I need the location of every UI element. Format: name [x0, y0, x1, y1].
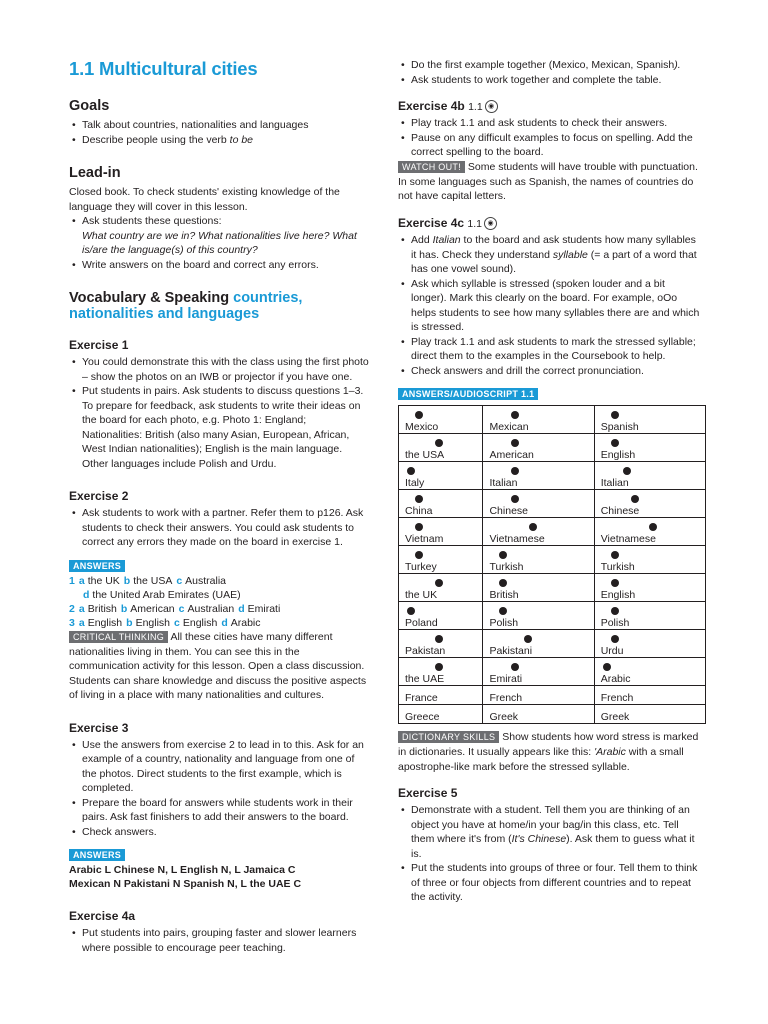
table-cell: Vietnam [399, 518, 483, 546]
table-cell: Pakistani [483, 630, 594, 658]
table-cell: Turkish [483, 546, 594, 574]
table-cell: Vietnamese [483, 518, 594, 546]
table-row [399, 490, 706, 518]
watch-out-tag: WATCH OUT! [398, 161, 465, 173]
table-cell: Arabic [594, 658, 705, 686]
critical-thinking: CRITICAL THINKING All these cities have many different nationalities living in them. You can see this in the communication activity for this lesson. Open a class discussion. Students can share knowledge and discuss the positive aspects of living in a place with many nationalities and cultures. [69, 630, 367, 701]
answers-tag: ANSWERS [69, 849, 125, 861]
list-item: • Demonstrate with a student. Tell them you are thinking of an object you have at home/in your bag/in this class, etc. Tell them where it's from (It's Chinese). Ask them to guess what it is. [411, 803, 703, 861]
list-item: • Ask students these questions: What country are we in? What nationalities live here? What is/are the language(s) of this country? [82, 214, 369, 258]
table-row [399, 630, 706, 658]
audio-icon: ◉ [485, 100, 498, 113]
list-item: • Do the first example together (Mexico, Mexican, Spanish). [411, 58, 703, 73]
stress-dot-icon [415, 523, 423, 531]
table-cell: China [399, 490, 483, 518]
dictionary-skills: DICTIONARY SKILLS Show students how word stress is marked in dictionaries. It usually appears like this: 'Arabic with a small apostrophe-like mark before the stressed syllable. [398, 731, 699, 773]
list-item: • Write answers on the board and correct any errors. [82, 258, 369, 273]
stress-dot-icon [603, 663, 611, 671]
stress-dot-icon [611, 439, 619, 447]
table-cell: Polish [483, 602, 594, 630]
table-cell: Greek [483, 705, 594, 724]
table-row [399, 518, 706, 546]
stress-dot-icon [499, 607, 507, 615]
list-item: • Play track 1.1 and ask students to check their answers. [411, 116, 703, 131]
stress-dot-icon [611, 551, 619, 559]
table-row [399, 658, 706, 686]
stress-dot-icon [435, 635, 443, 643]
stress-dot-icon [435, 663, 443, 671]
table-cell: Mexican [483, 406, 594, 434]
table-row [399, 602, 706, 630]
table-row [399, 462, 706, 490]
exercise-2-answers: 1 a the UK b the USA c Australia d the United Arab Emirates (UAE) 2 a British b American c Australian d Emirati 3 a English b English c English d Arabic [69, 574, 281, 629]
table-cell: Urdu [594, 630, 705, 658]
table-cell: English [594, 434, 705, 462]
table-cell: Greece [399, 705, 483, 724]
table-cell: Turkish [594, 546, 705, 574]
list-item: • Add Italian to the board and ask students how many syllables it has. Check they understand syllable (= a part of a word that has one vowel sound). [411, 233, 703, 277]
stress-dot-icon [499, 579, 507, 587]
table-cell: Italian [594, 462, 705, 490]
list-item: • Describe people using the verb to be [82, 133, 369, 148]
table-cell: Pakistan [399, 630, 483, 658]
list-item: • Put the students into groups of three or four. Tell them to think of three or four objects from different countries and to repeat the activity. [411, 861, 703, 905]
table-cell: Greek [594, 705, 705, 724]
exercise-3-answers: Arabic L Chinese N, L English N, L Jamaica C Mexican N Pakistani N Spanish N, L the UAE C [69, 864, 302, 890]
table-cell: English [594, 574, 705, 602]
stress-dot-icon [435, 439, 443, 447]
leadin-heading: Lead-in [69, 165, 121, 181]
list-item: • Check answers. [82, 825, 369, 840]
stress-dot-icon [511, 495, 519, 503]
table-row [399, 434, 706, 462]
stress-dot-icon [511, 439, 519, 447]
table-cell: Emirati [483, 658, 594, 686]
table-cell: France [399, 686, 483, 705]
stress-dot-icon [623, 467, 631, 475]
table-cell: American [483, 434, 594, 462]
table-cell: Polish [594, 602, 705, 630]
list-item: • Ask which syllable is stressed (spoken louder and a bit longer). Mark this clearly on the board. For example, oOo helps students to see how many syllables there are and which is stressed. [411, 277, 703, 335]
list-item: • Prepare the board for answers while students work in their pairs. Ask fast finishers to add their answers to the board. [82, 796, 369, 825]
stress-dot-icon [415, 495, 423, 503]
stress-dot-icon [529, 523, 537, 531]
stress-dot-icon [649, 523, 657, 531]
table-cell: Vietnamese [594, 518, 705, 546]
table-cell: Turkey [399, 546, 483, 574]
vocab-heading: Vocabulary & Speaking countries, nationalities and languages [69, 290, 303, 322]
stress-dot-icon [415, 551, 423, 559]
goals-heading: Goals [69, 98, 110, 114]
exercise-1-heading: Exercise 1 [69, 338, 129, 352]
stress-dot-icon [499, 551, 507, 559]
table-cell: Poland [399, 602, 483, 630]
table-cell: British [483, 574, 594, 602]
list-item: • You could demonstrate this with the class using the first photo – show the photos on an IWB or projector if you have one. [82, 355, 369, 384]
list-item: • Put students in pairs. Ask students to discuss questions 1–3. To prepare for feedback, ask students to write their ideas on the board for each photo, e.g. Photo 1: England; Nationalities: British (also many Asian, European, African, West Indian nationalities); English is the main language. Other languages include Polish and Urdu. [82, 384, 369, 471]
audio-icon: ◉ [484, 217, 497, 230]
table-cell: the USA [399, 434, 483, 462]
answers-tag: ANSWERS [69, 560, 125, 572]
goals-list [69, 118, 369, 147]
exercise-5-heading: Exercise 5 [398, 786, 458, 801]
table-cell: Chinese [594, 490, 705, 518]
table-cell: Spanish [594, 406, 705, 434]
stress-dot-icon [511, 663, 519, 671]
table-row [399, 686, 706, 705]
table-cell: Italy [399, 462, 483, 490]
exercise-4b-heading: Exercise 4b 1.1 ◉ [398, 99, 703, 113]
table-cell: Italian [483, 462, 594, 490]
table-cell: the UAE [399, 658, 483, 686]
exercise-4c-heading: Exercise 4c 1.1 ◉ [398, 216, 703, 230]
stress-dot-icon [611, 411, 619, 419]
stress-dot-icon [407, 607, 415, 615]
left-column [69, 58, 369, 955]
page-title: 1.1 Multicultural cities [69, 58, 258, 79]
list-item: • Put students into pairs, grouping faster and slower learners where possible to encourage peer teaching. [82, 926, 369, 955]
stress-dot-icon [511, 467, 519, 475]
stress-dot-icon [415, 411, 423, 419]
stress-dot-icon [511, 411, 519, 419]
leadin-intro: Closed book. To check students' existing knowledge of the language they will cover in this lesson. [69, 186, 340, 213]
table-row [399, 574, 706, 602]
table-cell: Mexico [399, 406, 483, 434]
stress-dot-icon [435, 579, 443, 587]
table-cell: Chinese [483, 490, 594, 518]
table-row [399, 406, 706, 434]
stress-dot-icon [407, 467, 415, 475]
stress-dot-icon [611, 579, 619, 587]
list-item: • Play track 1.1 and ask students to mark the stressed syllable; direct them to the examples in the Coursebook to help. [411, 335, 703, 364]
table-cell: French [594, 686, 705, 705]
critical-thinking-tag: CRITICAL THINKING [69, 631, 168, 643]
table-row [399, 705, 706, 724]
dictionary-skills-tag: DICTIONARY SKILLS [398, 731, 499, 743]
watch-out: WATCH OUT! Some students will have trouble with punctuation. In some languages such as Spanish, the names of countries do not have capital letters. [398, 160, 698, 203]
audioscript-tag: ANSWERS/AUDIOSCRIPT 1.1 [398, 388, 538, 400]
stress-dot-icon [611, 607, 619, 615]
stress-dot-icon [524, 635, 532, 643]
stress-dot-icon [611, 635, 619, 643]
exercise-2-heading: Exercise 2 [69, 489, 129, 503]
table-cell: French [483, 686, 594, 705]
exercise-3-heading: Exercise 3 [69, 720, 129, 735]
right-column [398, 58, 703, 905]
exercise-4a-heading: Exercise 4a [69, 909, 136, 923]
list-item: • Use the answers from exercise 2 to lead in to this. Ask for an example of a country, nationality and language from one of the photos. Direct students to the first example, which is completed. [82, 738, 369, 796]
list-item: • Check answers and drill the correct pronunciation. [411, 364, 703, 379]
list-item: • Ask students to work together and complete the table. [411, 73, 703, 88]
table-cell: the UK [399, 574, 483, 602]
stress-dot-icon [631, 495, 639, 503]
table-row [399, 546, 706, 574]
list-item: • Ask students to work with a partner. Refer them to p126. Ask students to check their answers. You could ask students to correct any errors they made on the board in exercise 1. [82, 506, 369, 550]
pronunciation-table [398, 405, 706, 724]
list-item: • Talk about countries, nationalities and languages [82, 118, 369, 133]
list-item: • Pause on any difficult examples to focus on spelling. Add the correct spelling to the board. [411, 131, 703, 160]
